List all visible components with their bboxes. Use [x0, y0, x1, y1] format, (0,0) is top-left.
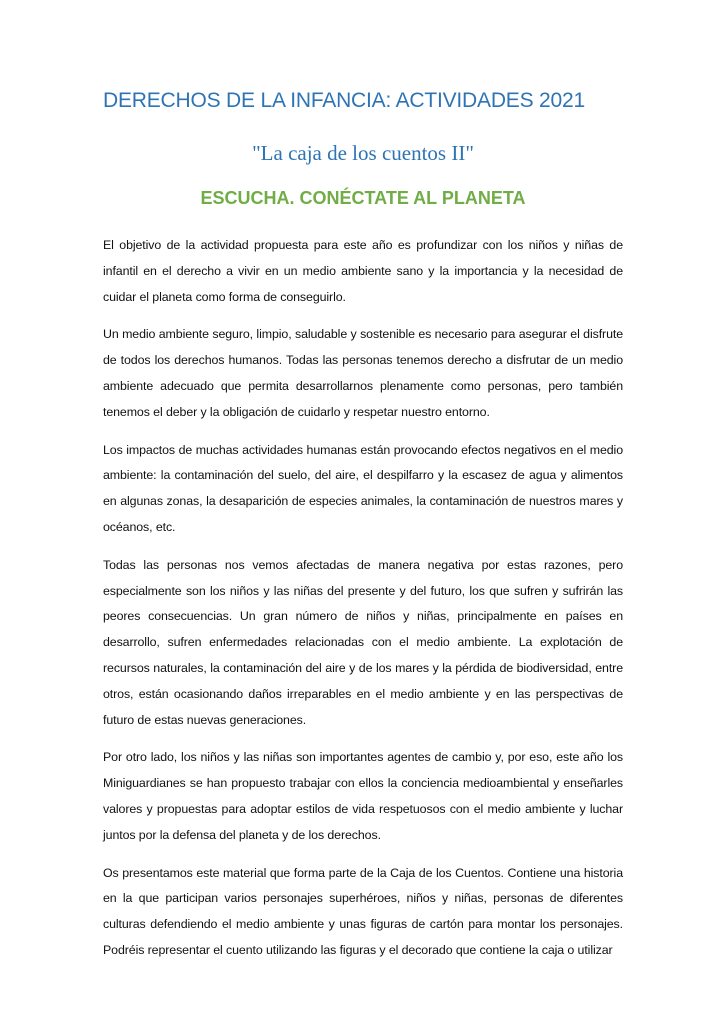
- paragraph-agents-of-change: Por otro lado, los niños y las niñas son importantes agentes de cambio y, por eso, este año los Miniguardianes se han propuesto trabajar con ellos la conciencia medioambiental y enseñarles valores y propuestas para adoptar estilos de vida respetuosos con el medio ambiente y luchar juntos por la defensa del planeta y de los derechos.: [103, 750, 623, 842]
- paragraph-objective: El objetivo de la actividad propuesta para este año es profundizar con los niños y niñas de infantil en el derecho a vivir en un medio ambiente sano y la importancia y la necesidad de cuidar el planeta como forma de conseguirlo.: [103, 238, 623, 304]
- section-heading: ESCUCHA. CONÉCTATE AL PLANETA: [200, 188, 526, 208]
- document-subtitle: "La caja de los cuentos II": [252, 141, 474, 165]
- page-title: DERECHOS DE LA INFANCIA: ACTIVIDADES 2021: [103, 89, 585, 112]
- body-text: [103, 233, 623, 976]
- paragraph-human-impacts: Los impactos de muchas actividades humanas están provocando efectos negativos en el medio ambiente: la contaminación del suelo, del aire, el despilfarro y la escasez de agua y alimentos en algunas zonas, la desaparición de especies animales, la contaminación de nuestros mares y océanos, etc.: [103, 442, 623, 534]
- paragraph-children-affected: Todas las personas nos vemos afectadas de manera negativa por estas razones, pero especialmente son los niños y las niñas del presente y del futuro, los que sufren y sufrirán las peores consecuencias. Un gran número de niños y niñas, principalmente en países en desarrollo, sufren enfermedades relacionadas con el medio ambiente. La explotación de recursos naturales, la contaminación del aire y de los mares y la pérdida de biodiversidad, entre otros, están ocasionando daños irreparables en el medio ambiente y en las perspectivas de futuro de estas nuevas generaciones.: [103, 557, 623, 727]
- paragraph-story-box: Os presentamos este material que forma parte de la Caja de los Cuentos. Contiene una historia en la que participan varios personajes superhéroes, niños y niñas, personas de diferentes culturas defendiendo el medio ambiente y unas figuras de cartón para montar los personajes. Podréis representar el cuento utilizando las figuras y el decorado que contiene la caja o utilizar: [103, 865, 623, 957]
- paragraph-environment-rights: Un medio ambiente seguro, limpio, saludable y sostenible es necesario para asegurar el disfrute de todos los derechos humanos. Todas las personas tenemos derecho a disfrutar de un medio ambiente adecuado que permita desarrollarnos plenamente como personas, pero también tenemos el deber y la obligación de cuidarlo y respetar nuestro entorno.: [103, 327, 623, 419]
